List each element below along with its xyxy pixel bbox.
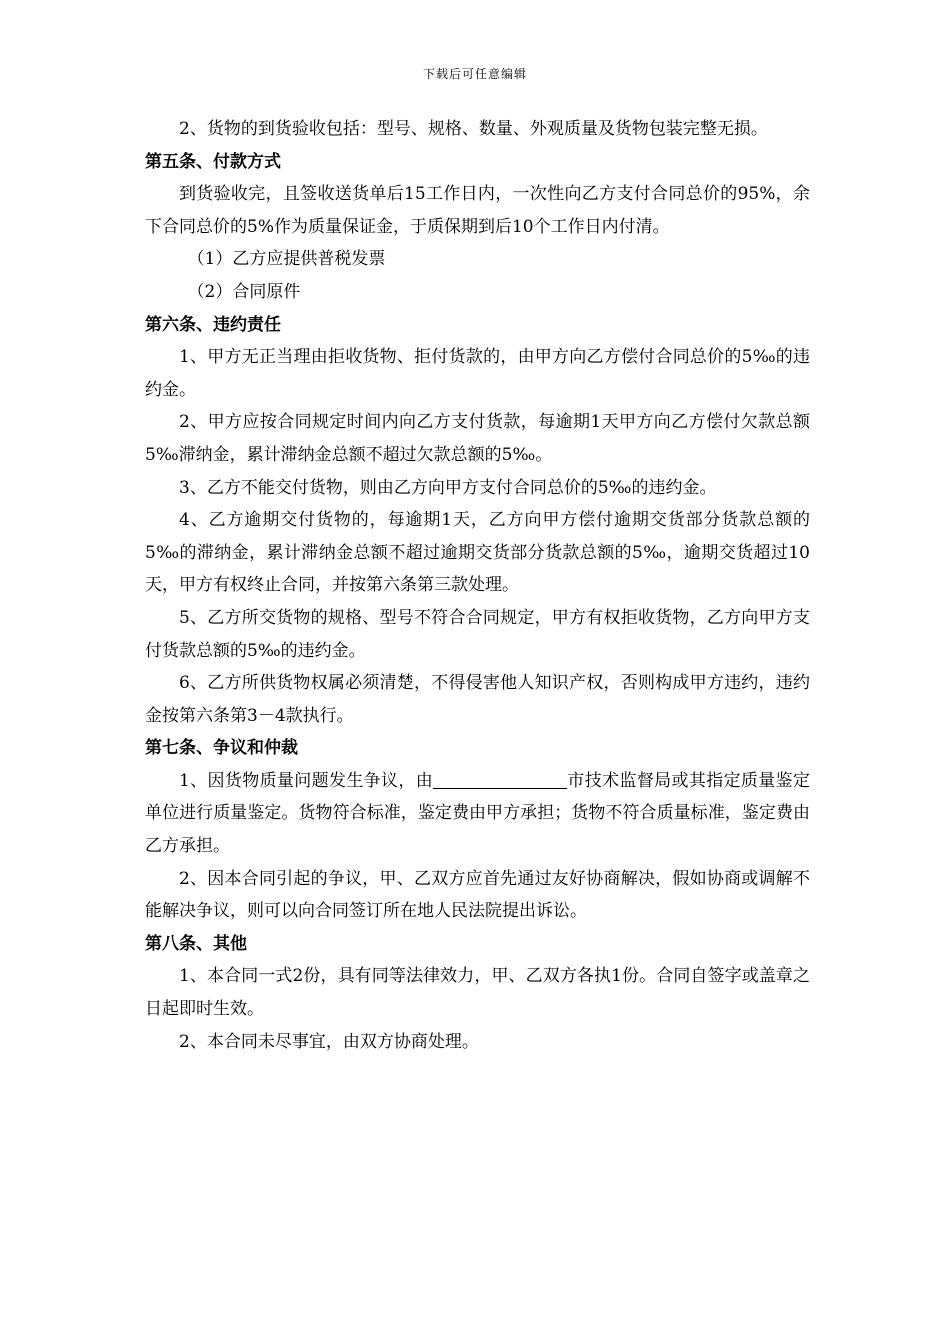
article5-sub2: （2）合同原件	[187, 281, 301, 302]
fill-in-blank[interactable]	[433, 768, 567, 789]
header-note: 下载后可任意编辑	[422, 67, 527, 81]
document-body	[145, 113, 810, 1058]
article6-item5: 5、乙方所交货物的规格、型号不符合合同规定，甲方有权拒收货物，乙方向甲方支付货款总额的5‰的违约金。	[145, 607, 810, 661]
article7-title: 第七条、争议和仲裁	[145, 738, 298, 759]
article6-title: 第六条、违约责任	[145, 314, 281, 335]
article7-item1-pre: 1、因货物质量问题发生争议，由	[179, 770, 434, 791]
article6-item3: 3、乙方不能交付货物，则由乙方向甲方支付合同总价的5‰的违约金。	[179, 477, 717, 498]
article8-title: 第八条、其他	[145, 933, 247, 954]
article5-title: 第五条、付款方式	[145, 151, 281, 172]
article5-para1: 到货验收完，且签收送货单后15工作日内，一次性向乙方支付合同总价的95%，余下合同总价的5%作为质量保证金，于质保期到后10个工作日内付清。	[145, 184, 810, 237]
article7-item1	[145, 765, 810, 863]
article7-item1-post: 市技术监督局或其指定质量鉴定单位进行质量鉴定。货物符合标准，鉴定费由甲方承担；货物不符合质量标准，鉴定费由乙方承担。	[145, 770, 810, 857]
article7-item2: 2、因本合同引起的争议，甲、乙双方应首先通过友好协商解决，假如协商或调解不能解决争议，则可以向合同签订所在地人民法院提出诉讼。	[145, 868, 810, 922]
article8-item2: 2、本合同未尽事宜，由双方协商处理。	[179, 1031, 479, 1052]
article6-item6: 6、乙方所供货物权属必须清楚，不得侵害他人知识产权，否则构成甲方违约，违约金按第六条第3－4款执行。	[145, 673, 810, 726]
article6-item4: 4、乙方逾期交付货物的，每逾期1天，乙方向甲方偿付逾期交货部分货款总额的5‰的滞纳金，累计滞纳金总额不超过逾期交货部分货款总额的5‰，逾期交货超过10天，甲方有权终止合同，并按第六条第三款处理。	[145, 510, 810, 596]
article6-item1: 1、甲方无正当理由拒收货物、拒付货款的，由甲方向乙方偿付合同总价的5‰的违约金。	[145, 347, 810, 400]
article8-item1: 1、本合同一式2份，具有同等法律效力，甲、乙双方各执1份。合同自签字或盖章之日起即时生效。	[145, 966, 810, 1020]
article5-sub1: （1）乙方应提供普税发票	[187, 249, 386, 270]
article4-item2: 2、货物的到货验收包括：型号、规格、数量、外观质量及货物包装完整无损。	[179, 119, 768, 139]
article6-item2: 2、甲方应按合同规定时间内向乙方支付货款，每逾期1天甲方向乙方偿付欠款总额5‰滞纳金，累计滞纳金总额不超过欠款总额的5‰。	[145, 412, 810, 465]
